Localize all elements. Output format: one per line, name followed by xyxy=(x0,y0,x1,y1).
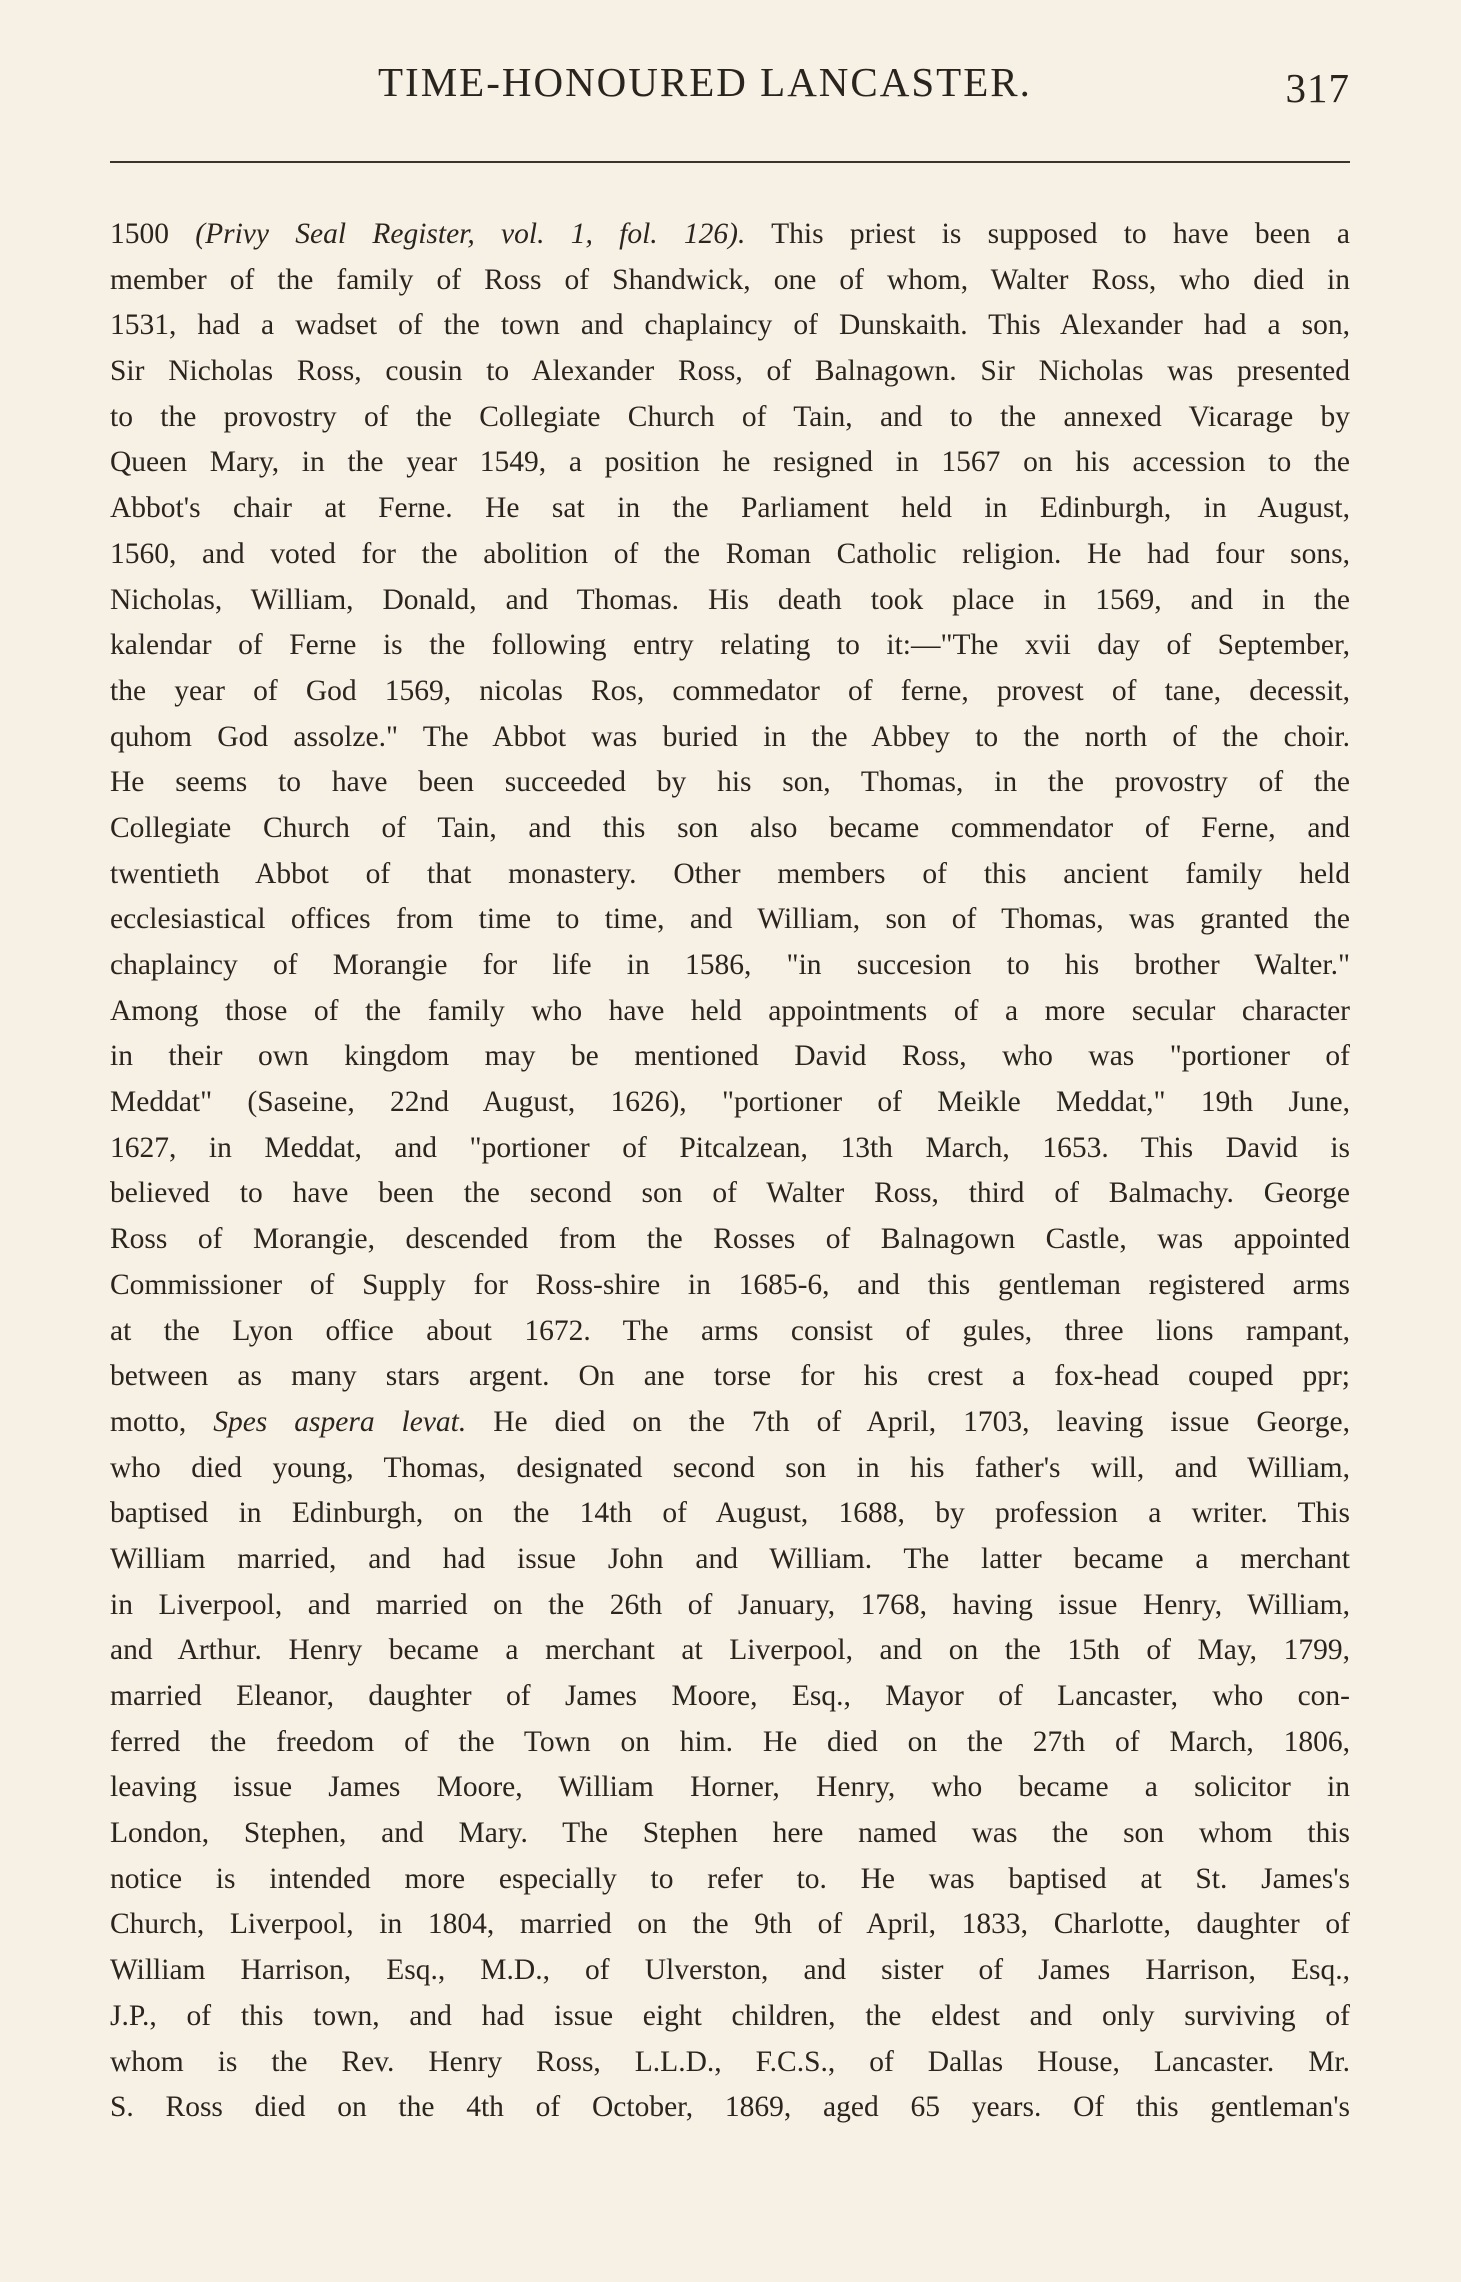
text-line: whom is the Rev. Henry Ross, L.L.D., F.C.S., of Dallas House, Lancaster. Mr. xyxy=(110,2045,1350,2078)
text-line-segment: motto, xyxy=(110,1405,214,1438)
text-line: who died young, Thomas, designated second son in his father's will, and William, xyxy=(110,1451,1350,1484)
text-line: believed to have been the second son of Walter Ross, third of Balmachy. George xyxy=(110,1177,1350,1210)
text-line: 1531, had a wadset of the town and chaplaincy of Dunskaith. This Alexander had a son, xyxy=(110,309,1350,342)
body-text xyxy=(110,212,1350,2131)
text-line: 1627, in Meddat, and "portioner of Pitcalzean, 13th March, 1653. This David is xyxy=(110,1131,1350,1164)
text-line: member of the family of Ross of Shandwick, one of whom, Walter Ross, who died in xyxy=(110,263,1350,296)
text-line-segment: This priest is supposed to have been a xyxy=(745,218,1350,250)
text-line: quhom God assolze." The Abbot was buried in the Abbey to the north of the choir. xyxy=(110,720,1350,753)
text-line: the year of God 1569, nicolas Ros, commedator of ferne, provest of tane, decessit, xyxy=(110,674,1350,707)
text-line: Collegiate Church of Tain, and this son also became commendator of Ferne, and xyxy=(110,811,1350,844)
text-line: between as many stars argent. On ane torse for his crest a fox-head couped ppr; xyxy=(110,1360,1350,1393)
text-line: Nicholas, William, Donald, and Thomas. His death took place in 1569, and in the xyxy=(110,583,1350,616)
text-line: at the Lyon office about 1672. The arms consist of gules, three lions rampant, xyxy=(110,1314,1350,1347)
text-line: Abbot's chair at Ferne. He sat in the Parliament held in Edinburgh, in August, xyxy=(110,492,1350,525)
text-line: chaplaincy of Morangie for life in 1586, "in succesion to his brother Walter." xyxy=(110,949,1350,981)
text-line: notice is intended more especially to refer to. He was baptised at St. James's xyxy=(110,1862,1350,1895)
text-line: S. Ross died on the 4th of October, 1869, aged 65 years. Of this gentleman's xyxy=(110,2091,1350,2124)
text-line-segment: 1500 xyxy=(110,218,196,250)
text-line: William Harrison, Esq., M.D., of Ulverston, and sister of James Harrison, Esq., xyxy=(110,1954,1350,1987)
text-line: baptised in Edinburgh, on the 14th of August, 1688, by profession a writer. This xyxy=(110,1497,1350,1530)
text-line: ferred the freedom of the Town on him. He died on the 27th of March, 1806, xyxy=(110,1725,1350,1758)
text-line: William married, and had issue John and William. The latter became a merchant xyxy=(110,1542,1350,1575)
text-line: London, Stephen, and Mary. The Stephen here named was the son whom this xyxy=(110,1817,1350,1850)
text-line: twentieth Abbot of that monastery. Other members of this ancient family held xyxy=(110,857,1350,890)
text-line: ecclesiastical offices from time to time, and William, son of Thomas, was granted the xyxy=(110,903,1350,936)
text-line: Among those of the family who have held appointments of a more secular character xyxy=(110,994,1350,1027)
text-line: kalendar of Ferne is the following entry relating to it:—"The xvii day of September, xyxy=(110,629,1350,662)
text-line: 1560, and voted for the abolition of the Roman Catholic religion. He had four sons, xyxy=(110,537,1350,570)
text-line: J.P., of this town, and had issue eight children, the eldest and only surviving of xyxy=(110,1999,1350,2032)
running-head xyxy=(110,58,1350,118)
text-line: married Eleanor, daughter of James Moore, Esq., Mayor of Lancaster, who con- xyxy=(110,1680,1350,1712)
text-line: Queen Mary, in the year 1549, a position he resigned in 1567 on his accession to the xyxy=(110,446,1350,479)
text-line: Commissioner of Supply for Ross-shire in 1685-6, and this gentleman registered arms xyxy=(110,1268,1350,1301)
text-line: He seems to have been succeeded by his son, Thomas, in the provostry of the xyxy=(110,766,1350,799)
text-line: Ross of Morangie, descended from the Rosses of Balnagown Castle, was appointed xyxy=(110,1223,1350,1256)
text-line: Sir Nicholas Ross, cousin to Alexander Ross, of Balnagown. Sir Nicholas was presented xyxy=(110,355,1350,388)
text-line: in their own kingdom may be mentioned David Ross, who was "portioner of xyxy=(110,1040,1350,1073)
running-head-title: TIME-HONOURED LANCASTER. xyxy=(378,59,1032,105)
text-line xyxy=(110,1400,1350,1446)
text-line: to the provostry of the Collegiate Church of Tain, and to the annexed Vicarage by xyxy=(110,400,1350,433)
text-line: leaving issue James Moore, William Horner, Henry, who became a solicitor in xyxy=(110,1771,1350,1804)
text-line: in Liverpool, and married on the 26th of January, 1768, having issue Henry, William, xyxy=(110,1588,1350,1621)
italic-citation: (Privy Seal Register, vol. 1, fol. 126). xyxy=(195,218,746,250)
page-number: 317 xyxy=(1285,65,1350,111)
italic-citation: Spes aspera levat. xyxy=(213,1405,467,1438)
text-line xyxy=(110,212,1350,258)
text-line: Church, Liverpool, in 1804, married on the 9th of April, 1833, Charlotte, daughter of xyxy=(110,1908,1350,1941)
text-line-segment: He died on the 7th of April, 1703, leaving issue George, xyxy=(466,1405,1350,1438)
text-line: Meddat" (Saseine, 22nd August, 1626), "portioner of Meikle Meddat," 19th June, xyxy=(110,1086,1350,1119)
header-rule xyxy=(110,161,1350,163)
text-line: and Arthur. Henry became a merchant at Liverpool, and on the 15th of May, 1799, xyxy=(110,1634,1350,1667)
